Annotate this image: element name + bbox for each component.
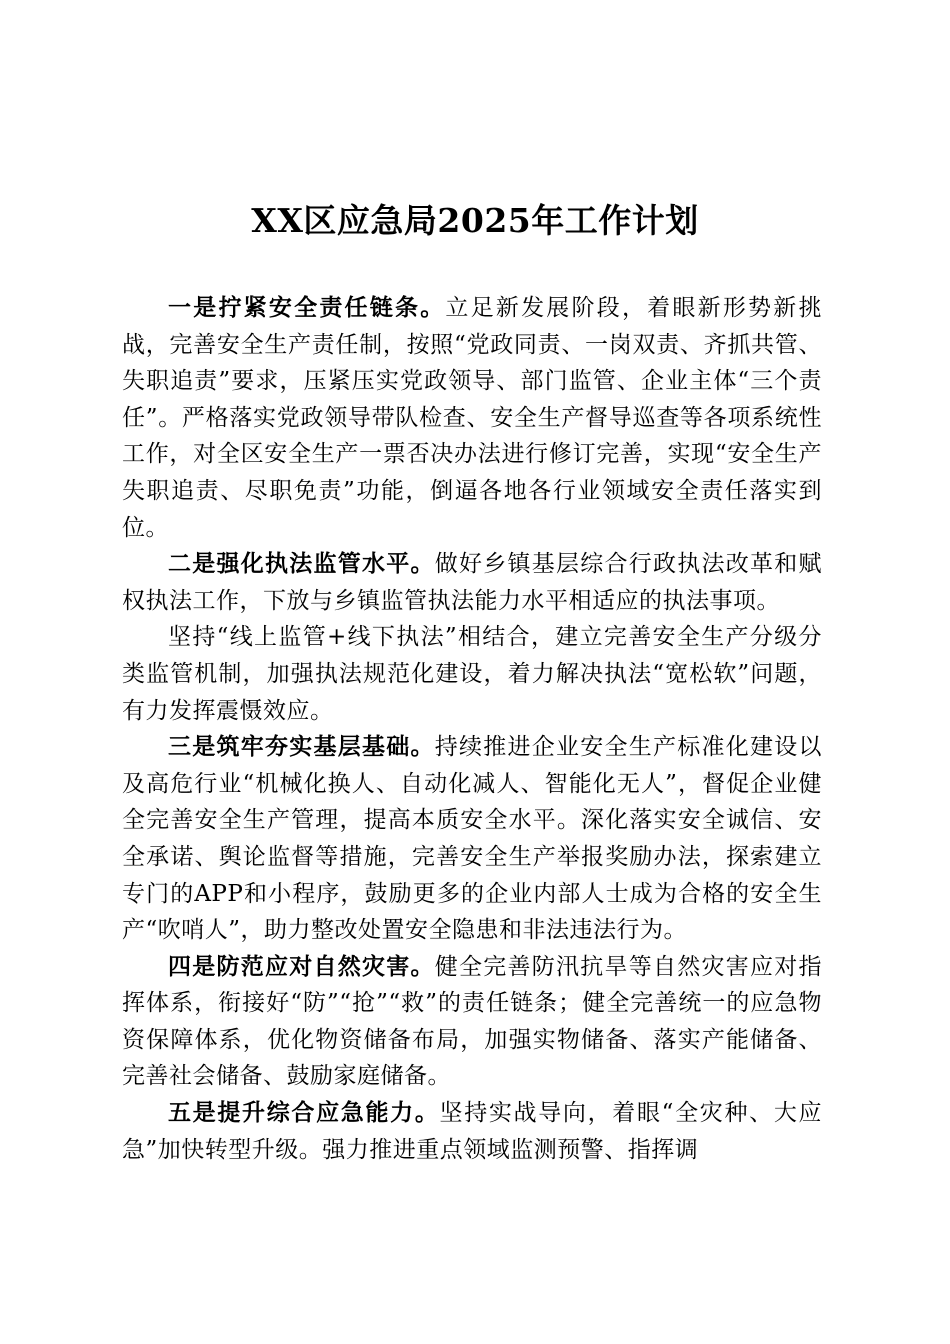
document-title: XX区应急局2025年工作计划	[251, 201, 699, 240]
paragraph-online-offline	[122, 619, 822, 729]
paragraph-lead: 二是强化执法监管水平。	[168, 550, 435, 578]
paragraph-text: 坚持“线上监管+线下执法”相结合，建立完善安全生产分级分类监管机制，加强执法规范化建设，着力解决执法“宽松软”问题，有力发挥震慑效应。	[122, 624, 822, 724]
paragraph-grassroots	[122, 729, 822, 949]
paragraph-lead: 一是拧紧安全责任链条。	[168, 294, 446, 321]
paragraph-enforcement	[122, 546, 822, 619]
paragraph-text: 健全完善防汛抗旱等自然灾害应对指挥体系，衔接好“防”“抢”“救”的责任链条；健全完善统一的应急物资保障体系，优化物资储备布局，加强实物储备、落实产能储备、完善社会储备、鼓励家庭储备。	[122, 953, 822, 1090]
paragraph-text: 持续推进企业安全生产标准化建设以及高危行业“机械化换人、自动化减人、智能化无人”，督促企业健全完善安全生产管理，提高本质安全水平。深化落实安全诚信、安全承诺、舆论监督等措施，完善安全生产举报奖励办法，探索建立专门的APP和小程序，鼓励更多的企业内部人士成为合格的安全生产“吹哨人”，助力整改处置安全隐患和非法违法行为。	[122, 734, 822, 944]
paragraph-emergency-capacity	[122, 1095, 822, 1168]
paragraph-lead: 五是提升综合应急能力。	[168, 1099, 440, 1127]
paragraph-natural-disasters	[122, 949, 822, 1095]
document-body	[122, 290, 822, 1168]
paragraph-lead: 四是防范应对自然灾害。	[168, 952, 435, 980]
paragraph-text: 做好乡镇基层综合行政执法改革和赋权执法工作，下放与乡镇监管执法能力水平相适应的执法事项。	[122, 551, 822, 614]
paragraph-text: 立足新发展阶段，着眼新形势新挑战，完善安全生产责任制，按照“党政同责、一岗双责、齐抓共管、失职追责”要求，压紧压实党政领导、部门监管、企业主体“三个责任”。严格落实党政领导带队检查、安全生产督导巡查等各项系统性工作，对全区安全生产一票否决办法进行修订完善，实现“安全生产失职追责、尽职免责”功能，倒逼各地各行业领域安全责任落实到位。	[122, 295, 823, 541]
paragraph-lead: 三是筑牢夯实基层基础。	[168, 733, 435, 761]
paragraph-text: 坚持实战导向，着眼“全灾种、大应急”加快转型升级。强力推进重点领域监测预警、指挥调	[122, 1100, 823, 1163]
paragraph-responsibility-chain	[122, 290, 822, 546]
